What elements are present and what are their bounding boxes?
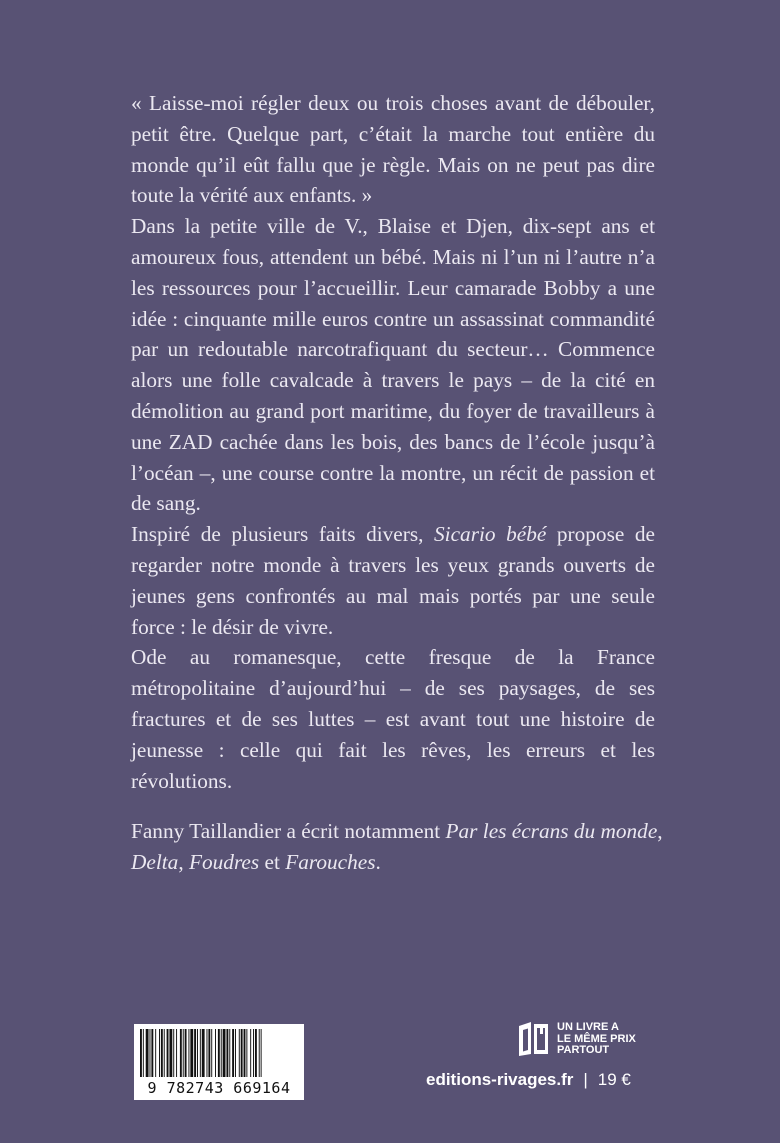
author-note-sep: , [657,819,663,843]
footer-separator: | [583,1070,588,1089]
publisher-footer [426,1070,631,1090]
book-title: Sicario bébé [434,522,547,547]
price-logo-text [557,1022,636,1057]
blurb-inspiration [131,519,655,642]
blurb-inspiration-pre: Inspiré de plusieurs faits divers, [131,522,435,547]
barcode [134,1024,304,1100]
price: 19 € [597,1070,631,1089]
barcode-bars [140,1029,298,1077]
blurb-inspiration-post: propose de regarder notre monde à travers les yeux grands ouverts de jeunes gens confrontés au mal mais portés par une seule force : le désir de vivre. [131,522,655,639]
publisher-website[interactable]: editions-rivages.fr [426,1070,574,1089]
author-note-pre: Fanny Taillandier a écrit notamment [131,819,446,843]
blurb-quote: « Laisse-moi régler deux ou trois choses avant de débouler, petit être. Quelque part, c’était la marche tout entière du monde qu’il eût fallu que je règle. Mais on ne peut pas dire toute la vérité aux enfants. » [131,91,655,208]
author-book-3: Foudres [188,849,260,874]
barcode-number: 9 782743 669164 [147,1079,291,1097]
logo-line-3: PARTOUT [557,1044,610,1056]
author-note-sep: et [259,849,286,874]
logo-line-2: LE MÊME PRIX [557,1032,636,1045]
author-note [131,816,671,878]
author-book-2: Delta [131,849,179,874]
blurb-conclusion: Ode au romanesque, cette fresque de la France métropolitaine d’aujourd’hui – de ses paysages, de ses fractures et de ses luttes – est avant tout une histoire de jeunesse : celle qui fait les rêves, les erreurs et les révolutions. [131,645,655,793]
blurb-summary: Dans la petite ville de V., Blaise et Djen, dix-sept ans et amoureux fous, attendent un bébé. Mais ni l’un ni l’autre n’a les ressources pour l’accueillir. Leur camarade Bobby a une idée : cinquante mille euros contre un assassinat commandité par un redoutable narcotrafiquant du secteur… Commence alors une folle cavalcade à travers le pays – de la cité en démolition au grand port maritime, du foyer de travailleurs à une ZAD cachée dans les bois, des bancs de l’école jusqu’à l’océan –, une course contre la montre, un récit de passion et de sang. [131,214,655,516]
author-note-end: . [375,849,381,874]
author-book-4: Farouches [285,849,376,874]
price-logo [517,1020,667,1060]
logo-line-1: UN LIVRE A [557,1021,619,1033]
author-note-sep: , [178,849,189,874]
book-price-icon [517,1020,551,1058]
blurb [131,88,655,796]
author-book-1: Par les écrans du monde [445,819,658,843]
